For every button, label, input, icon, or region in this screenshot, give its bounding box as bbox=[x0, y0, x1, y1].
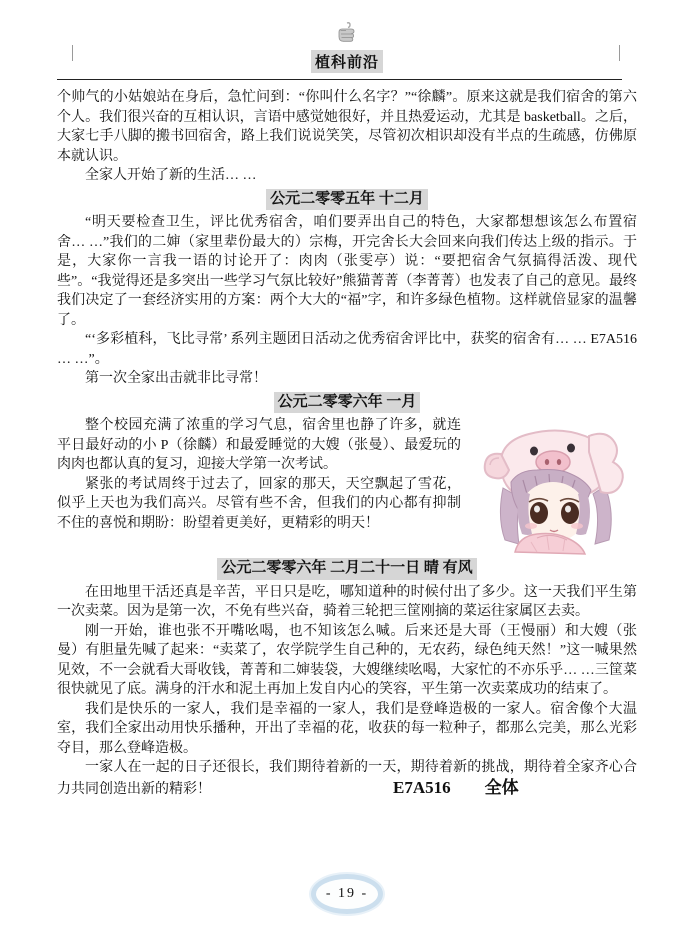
section-heading: 公元二零零六年 一月 bbox=[274, 392, 421, 414]
section-heading: 公元二零零五年 十二月 bbox=[266, 189, 428, 211]
pig-girl-illustration bbox=[471, 418, 637, 556]
header-divider bbox=[57, 79, 622, 80]
page-header bbox=[57, 0, 637, 80]
paragraph: 整个校园充满了浓重的学习气息，宿舍里也静了许多，就连平日最好动的小 P（徐麟）和最爱睡觉的大嫂（张曼）、最爱玩的肉肉也都认真的复习，迎接大学第一次考试。 bbox=[57, 418, 461, 472]
paragraph: “明天要检查卫生，评比优秀宿舍，咱们要弄出自己的特色，大家都想想该怎么布置宿舍… …”我们的二婶（家里辈份最大的）宗梅，开完舍长大会回来向我们传达上级的指示。于是，大家你一言我一语的讨论开了：肉肉（张雯亭）说：“要把宿舍气氛搞得活泼、现代些”。“我觉得还是多突出一些学习气氛比较好”熊猫菁菁（李菁菁）也发表了自己的意见。最终我们决定了一套经济实用的方案：两个大大的“福”字，和许多绿色植物。这样就倍显家的温馨了。 bbox=[57, 215, 637, 328]
page-number-ornament bbox=[311, 874, 383, 914]
section-heading-row bbox=[57, 189, 637, 211]
paragraph: “‘多彩植科，飞比寻常’ 系列主题团日活动之优秀宿舍评比中，获奖的宿舍有… … E7A516 … …”。 bbox=[57, 332, 637, 367]
paragraph: 第一次全家出击就非比寻常！ bbox=[85, 371, 267, 386]
paragraph: 刚一开始，谁也张不开嘴吆喝，也不知该怎么喊。后来还是大哥（王慢丽）和大嫂（张曼）有胆量先喊了起来：“卖菜了，农学院学生自己种的，无农药，绿色纯天然！”这一喊果然见效，不一会就看大哥收钱，菁菁和二婶装袋，大嫂继续吆喝，大家忙的不亦乐乎… …三筐菜很快就见了底。满身的汗水和泥土再加上发自内心的笑容，平生第一次卖菜成功的结束了。 bbox=[57, 623, 637, 697]
paragraph: 我们是快乐的一家人，我们是幸福的一家人，我们是登峰造极的一家人。宿舍像个大温室，我们全家出动用快乐播种，开出了幸福的花，收获的每一粒种子，都那么完美，那么光彩夺目，那么登峰造极。 bbox=[57, 701, 637, 756]
page-title: 植科前沿 bbox=[311, 50, 383, 73]
document-page bbox=[57, 0, 637, 931]
paragraph: 紧张的考试周终于过去了，回家的那天，天空飘起了雪花，似乎上天也为我们高兴。尽管有些不舍，但我们的内心都有抑制不住的喜悦和期盼：盼望着更美好，更精彩的明天！ bbox=[57, 476, 461, 531]
section-heading-row bbox=[57, 392, 637, 414]
section-heading-row bbox=[57, 558, 637, 580]
article-content bbox=[57, 88, 637, 799]
signature: E7A516 全体 bbox=[393, 777, 519, 797]
paragraph: 一家人在一起的日子还很长，我们期待着新的一天，期待着新的挑战，期待着全家齐心合力共同创造出新的精彩！ E7A516 全体 bbox=[57, 760, 637, 797]
hand-icon bbox=[57, 22, 637, 46]
section-heading: 公元二零零六年 二月二十一日 晴 有风 bbox=[217, 558, 476, 580]
paragraph: 在田地里干活还真是辛苦，平日只是吃，哪知道种的时候付出了多少。这一天我们平生第一次卖菜。因为是第一次，不免有些兴奋，骑着三轮把三筐刚摘的菜运往家属区去卖。 bbox=[57, 584, 637, 619]
page-number: - 19 - bbox=[325, 886, 369, 901]
paragraph: 个帅气的小姑娘站在身后，急忙问到：“你叫什么名字？”“徐麟”。原来这就是我们宿舍的第六个人。我们很兴奋的互相认识，言语中感觉她很好，并且热爱运动，尤其是 basketball。之后，大家七手八脚的搬书回宿舍，路上我们说说笑笑，尽管初次相识却没有半点的生疏感，仿佛原本就认识。 bbox=[57, 90, 637, 164]
paragraph: 全家人开始了新的生活… … bbox=[85, 168, 257, 183]
page-footer bbox=[0, 874, 694, 919]
